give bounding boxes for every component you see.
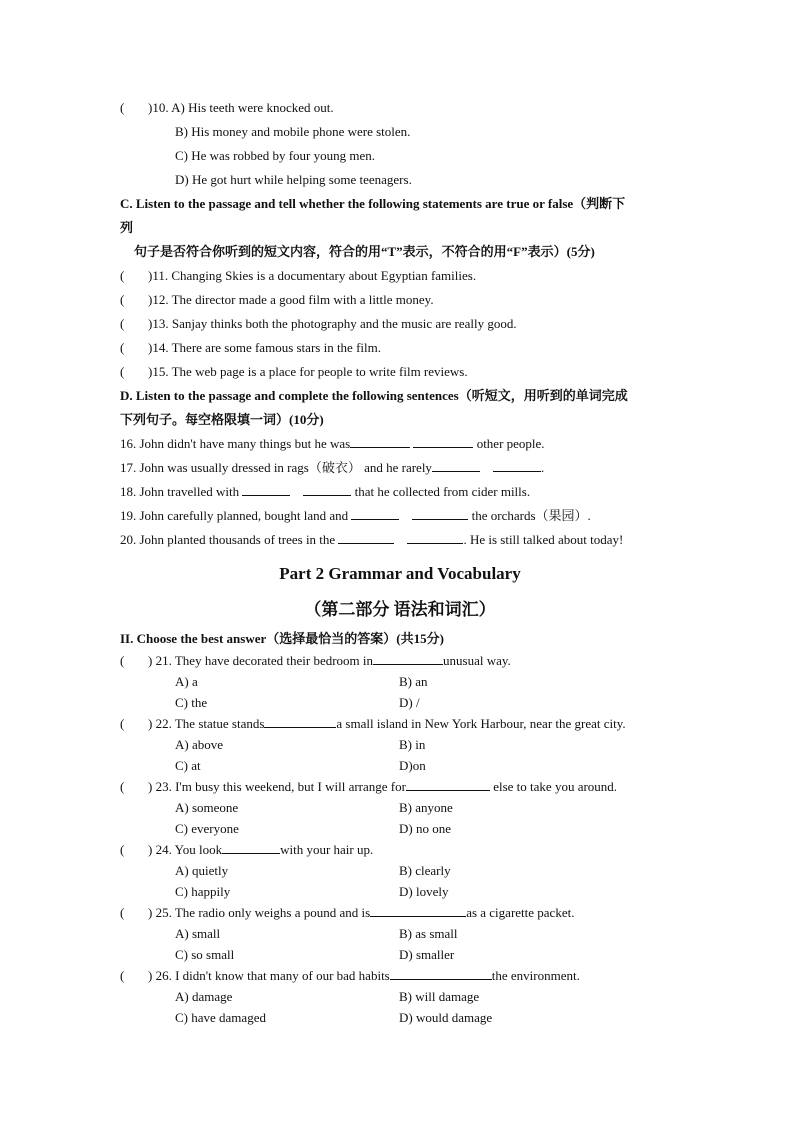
tf-item: ( )11. Changing Skies is a documentary about Egyptian families.	[120, 268, 477, 283]
section-c-instructions: 句子是否符合你听到的短文内容，符合的用“T”表示，不符合的用“F”表示）(5分)	[134, 244, 595, 259]
answer-blank[interactable]	[222, 839, 280, 854]
mc-question: ( ) 23. I'm busy this weekend, but I will arrange for else to take you around. A) someone B) anyone C) everyone D) no one	[120, 776, 680, 839]
tf-item: ( )15. The web page is a place for people to write film reviews.	[120, 364, 468, 379]
option-b[interactable]: B) as small	[399, 926, 458, 941]
option-d[interactable]: D) smaller	[399, 947, 455, 962]
answer-blank[interactable]	[412, 505, 468, 520]
fill-sentence: 17. John was usually dressed in rags（破衣） and he rarely .	[120, 456, 680, 480]
option-a[interactable]: A) damage	[175, 989, 233, 1004]
section-ii-heading: II. Choose the best answer（选择最恰当的答案）(共15分)	[120, 631, 444, 646]
answer-blank[interactable]	[350, 433, 410, 448]
q10-option-c: C) He was robbed by four young men.	[175, 148, 376, 163]
section-d-heading: D. Listen to the passage and complete the following sentences（听短文，用听到的单词完成	[120, 388, 628, 403]
option-b[interactable]: B) will damage	[399, 989, 480, 1004]
q10-option-b: B) His money and mobile phone were stolen.	[175, 124, 411, 139]
option-c[interactable]: C) everyone	[175, 821, 239, 836]
fill-sentence: 16. John didn't have many things but he was other people.	[120, 432, 680, 456]
fill-sentence: 18. John travelled with that he collected from cider mills.	[120, 480, 680, 504]
option-b[interactable]: B) clearly	[399, 863, 451, 878]
answer-paren: (	[120, 100, 125, 115]
part2-subtitle: （第二部分 语法和词汇）	[304, 600, 496, 619]
option-c[interactable]: C) the	[175, 695, 208, 710]
answer-blank[interactable]	[493, 457, 541, 472]
option-c[interactable]: C) happily	[175, 884, 231, 899]
option-d[interactable]: D) would damage	[399, 1010, 493, 1025]
answer-blank[interactable]	[390, 965, 492, 980]
section-d-heading-cont: 下列句子。每空格限填一词）(10分)	[120, 412, 324, 427]
q10-row	[120, 96, 680, 120]
option-a[interactable]: A) someone	[175, 800, 239, 815]
option-d[interactable]: D) /	[399, 695, 420, 710]
answer-blank[interactable]	[406, 776, 490, 791]
section-c-heading: C. Listen to the passage and tell whether the following statements are true or false（判断下	[120, 196, 626, 211]
answer-blank[interactable]	[373, 650, 443, 665]
mc-question: ( ) 25. The radio only weighs a pound and is as a cigarette packet. A) small B) as small C) so small D) smaller	[120, 902, 680, 965]
option-c[interactable]: C) so small	[175, 947, 235, 962]
exam-page	[120, 96, 680, 1028]
option-d[interactable]: D)on	[399, 758, 426, 773]
mc-question: ( ) 21. They have decorated their bedroom in unusual way. A) a B) an C) the D) /	[120, 650, 680, 713]
fill-sentence: 20. John planted thousands of trees in the . He is still talked about today!	[120, 528, 680, 552]
answer-blank[interactable]	[432, 457, 480, 472]
mc-question: ( ) 22. The statue stands a small island in New York Harbour, near the great city. A) above B) in C) at D)on	[120, 713, 680, 776]
option-a[interactable]: A) a	[175, 674, 198, 689]
option-b[interactable]: B) anyone	[399, 800, 453, 815]
q10-label: )10. A) His teeth were knocked out.	[148, 100, 334, 115]
mc-question: ( ) 24. You look with your hair up. A) quietly B) clearly C) happily D) lovely	[120, 839, 680, 902]
answer-blank[interactable]	[303, 481, 351, 496]
option-a[interactable]: A) small	[175, 926, 221, 941]
option-d[interactable]: D) lovely	[399, 884, 449, 899]
tf-item: ( )12. The director made a good film with a little money.	[120, 292, 434, 307]
answer-blank[interactable]	[370, 902, 466, 917]
answer-blank[interactable]	[338, 529, 394, 544]
answer-blank[interactable]	[413, 433, 473, 448]
option-a[interactable]: A) quietly	[175, 863, 229, 878]
option-c[interactable]: C) at	[175, 758, 201, 773]
section-c-heading-cont: 列	[120, 220, 134, 235]
option-b[interactable]: B) in	[399, 737, 426, 752]
answer-blank[interactable]	[407, 529, 463, 544]
q10-option-d: D) He got hurt while helping some teenagers.	[175, 172, 412, 187]
tf-item: ( )13. Sanjay thinks both the photography and the music are really good.	[120, 316, 517, 331]
answer-blank[interactable]	[351, 505, 399, 520]
option-b[interactable]: B) an	[399, 674, 428, 689]
part2-title: Part 2 Grammar and Vocabulary	[279, 564, 521, 583]
answer-blank[interactable]	[264, 713, 336, 728]
option-a[interactable]: A) above	[175, 737, 224, 752]
option-c[interactable]: C) have damaged	[175, 1010, 266, 1025]
mc-question: ( ) 26. I didn't know that many of our bad habits the environment. A) damage B) will damage C) have damaged D) would damage	[120, 965, 680, 1028]
option-d[interactable]: D) no one	[399, 821, 451, 836]
fill-sentence: 19. John carefully planned, bought land and the orchards（果园）.	[120, 504, 680, 528]
answer-blank[interactable]	[242, 481, 290, 496]
tf-item: ( )14. There are some famous stars in the film.	[120, 340, 381, 355]
